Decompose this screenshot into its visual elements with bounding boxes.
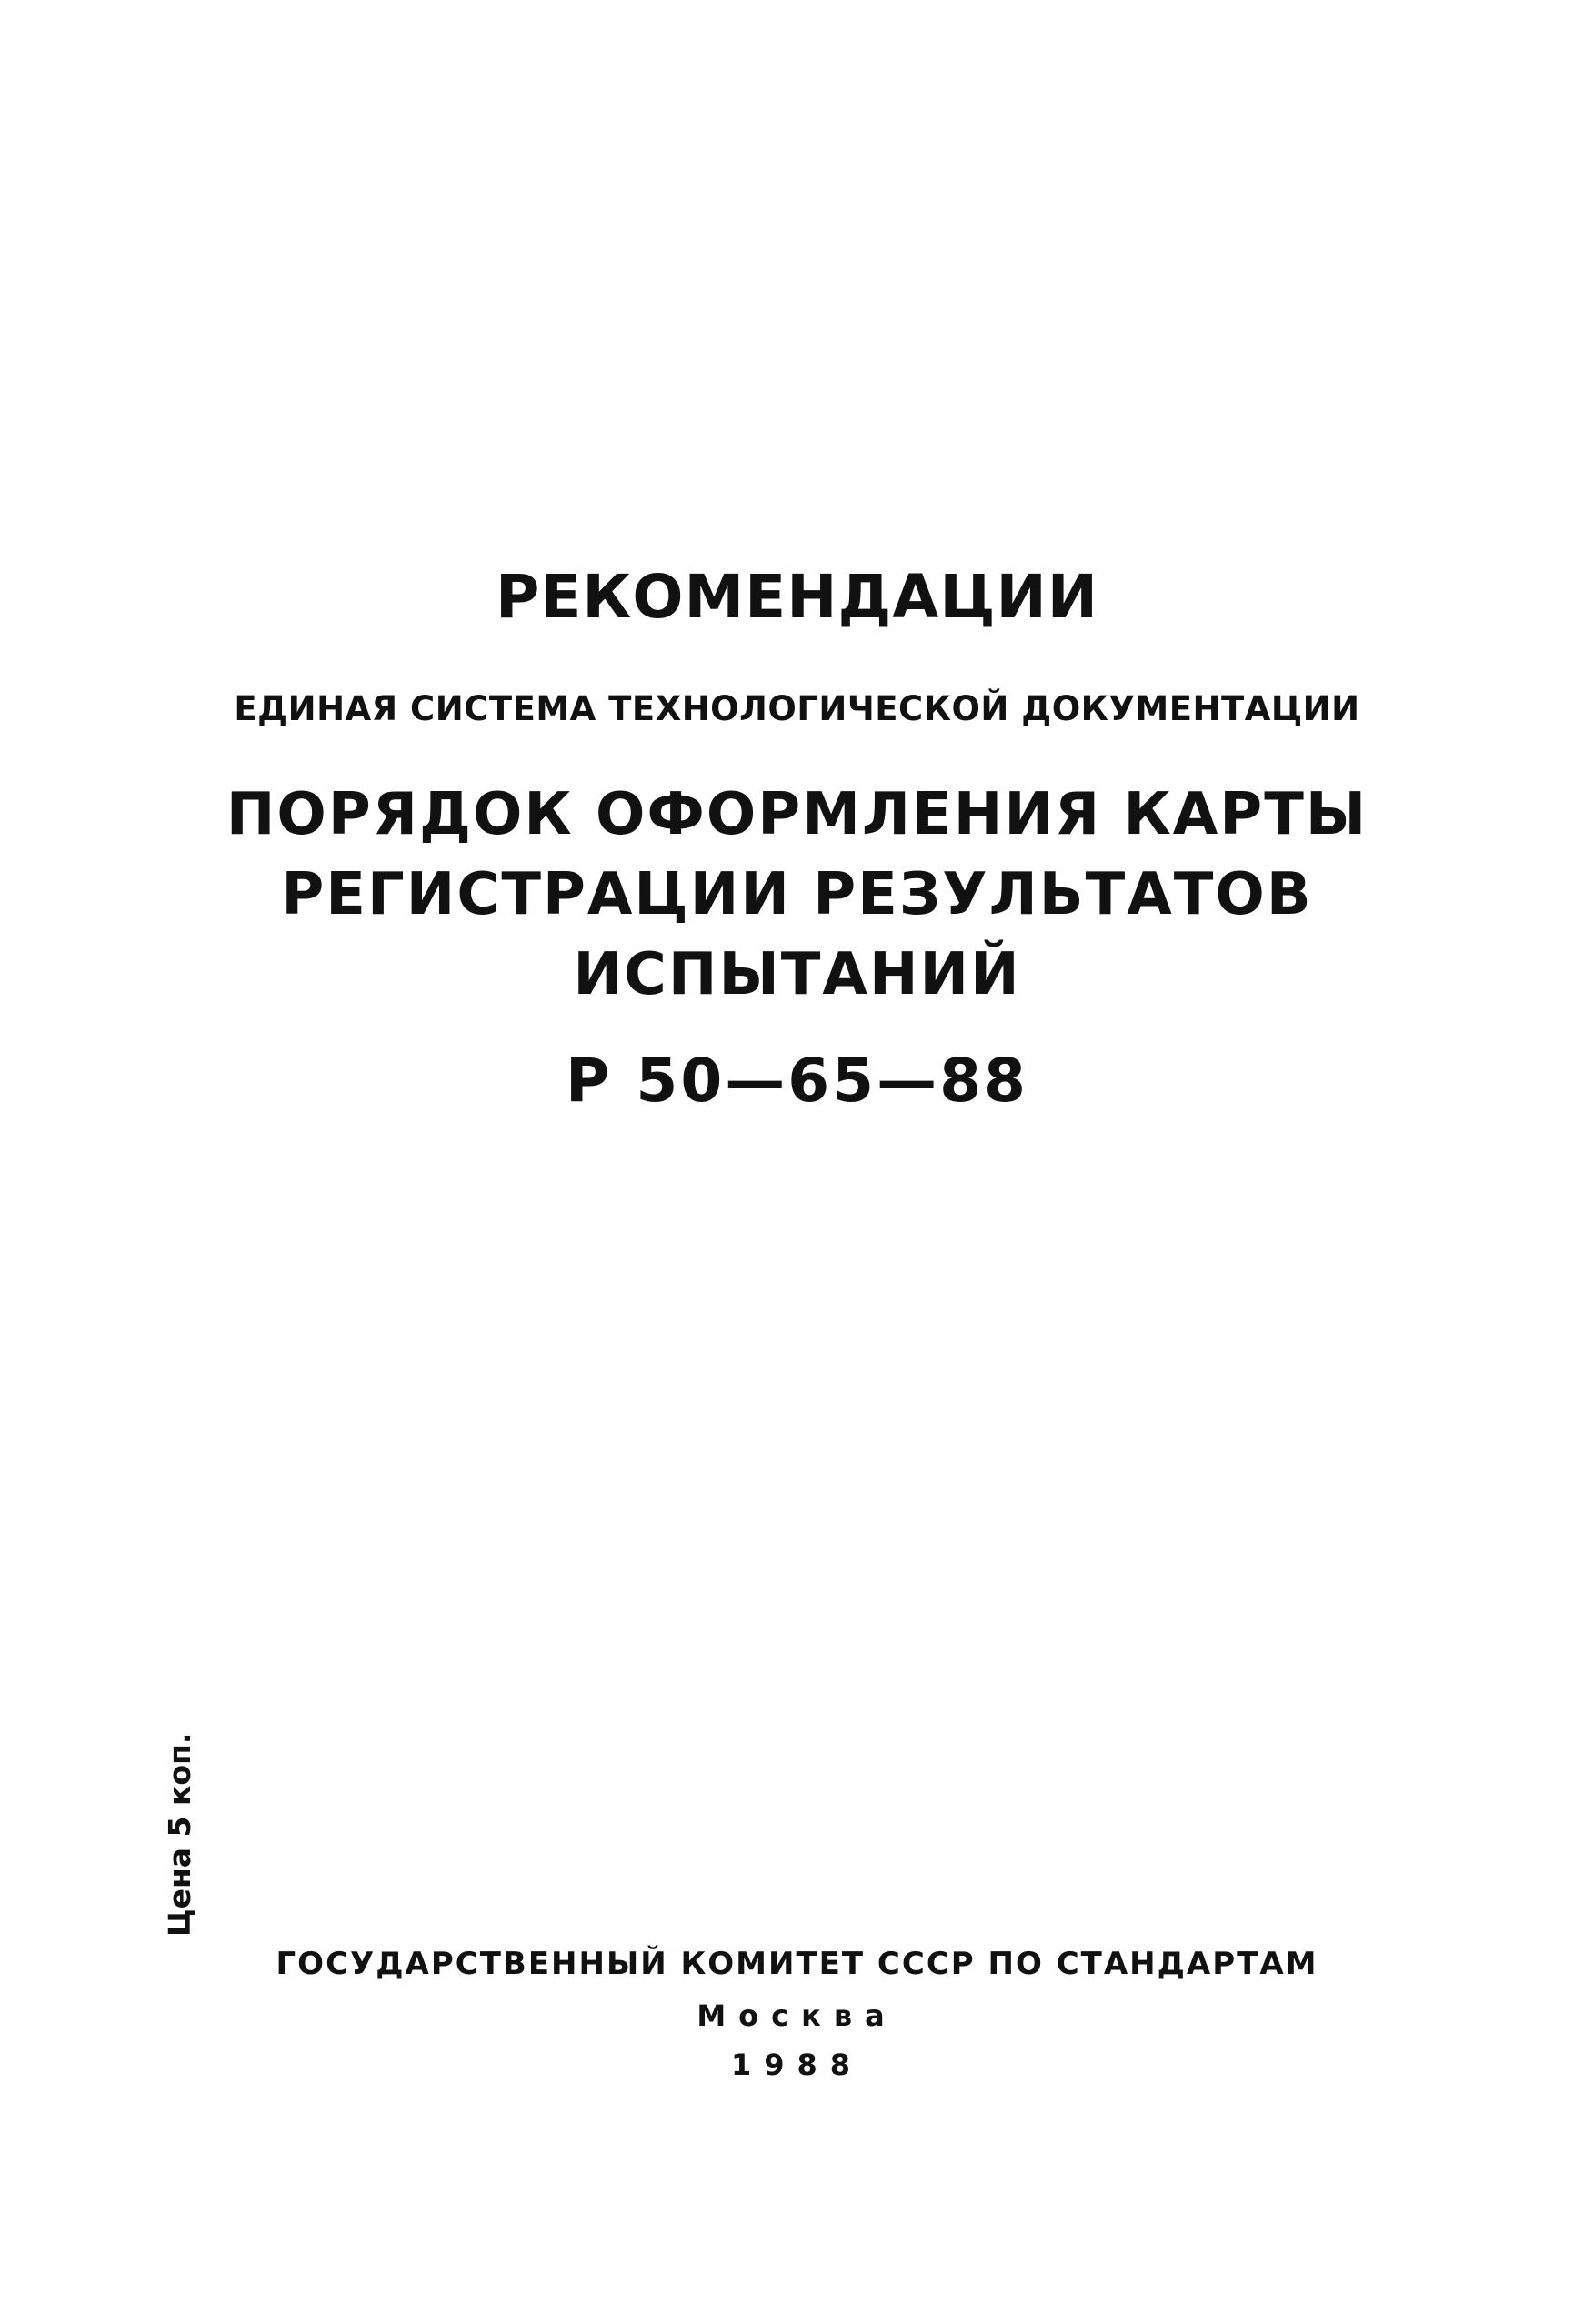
document-title (0, 775, 1594, 1015)
publisher: ГОСУДАРСТВЕННЫЙ КОМИТЕТ СССР ПО СТАНДАРТАМ (276, 1946, 1318, 1982)
title-line-3: ИСПЫТАНИЙ (573, 941, 1021, 1008)
publication-year: 1988 (730, 2048, 864, 2082)
price-label: Цена 5 коп. (162, 1732, 197, 1937)
publication-city: Москва (697, 1998, 897, 2033)
title-line-1: ПОРЯДОК ОФОРМЛЕНИЯ КАРТЫ (226, 781, 1368, 848)
document-series: ЕДИНАЯ СИСТЕМА ТЕХНОЛОГИЧЕСКОЙ ДОКУМЕНТАЦИИ (234, 689, 1360, 728)
document-code: Р 50—65—88 (566, 1046, 1028, 1116)
title-line-2: РЕГИСТРАЦИИ РЕЗУЛЬТАТОВ (281, 861, 1313, 928)
document-heading: РЕКОМЕНДАЦИИ (495, 562, 1099, 632)
